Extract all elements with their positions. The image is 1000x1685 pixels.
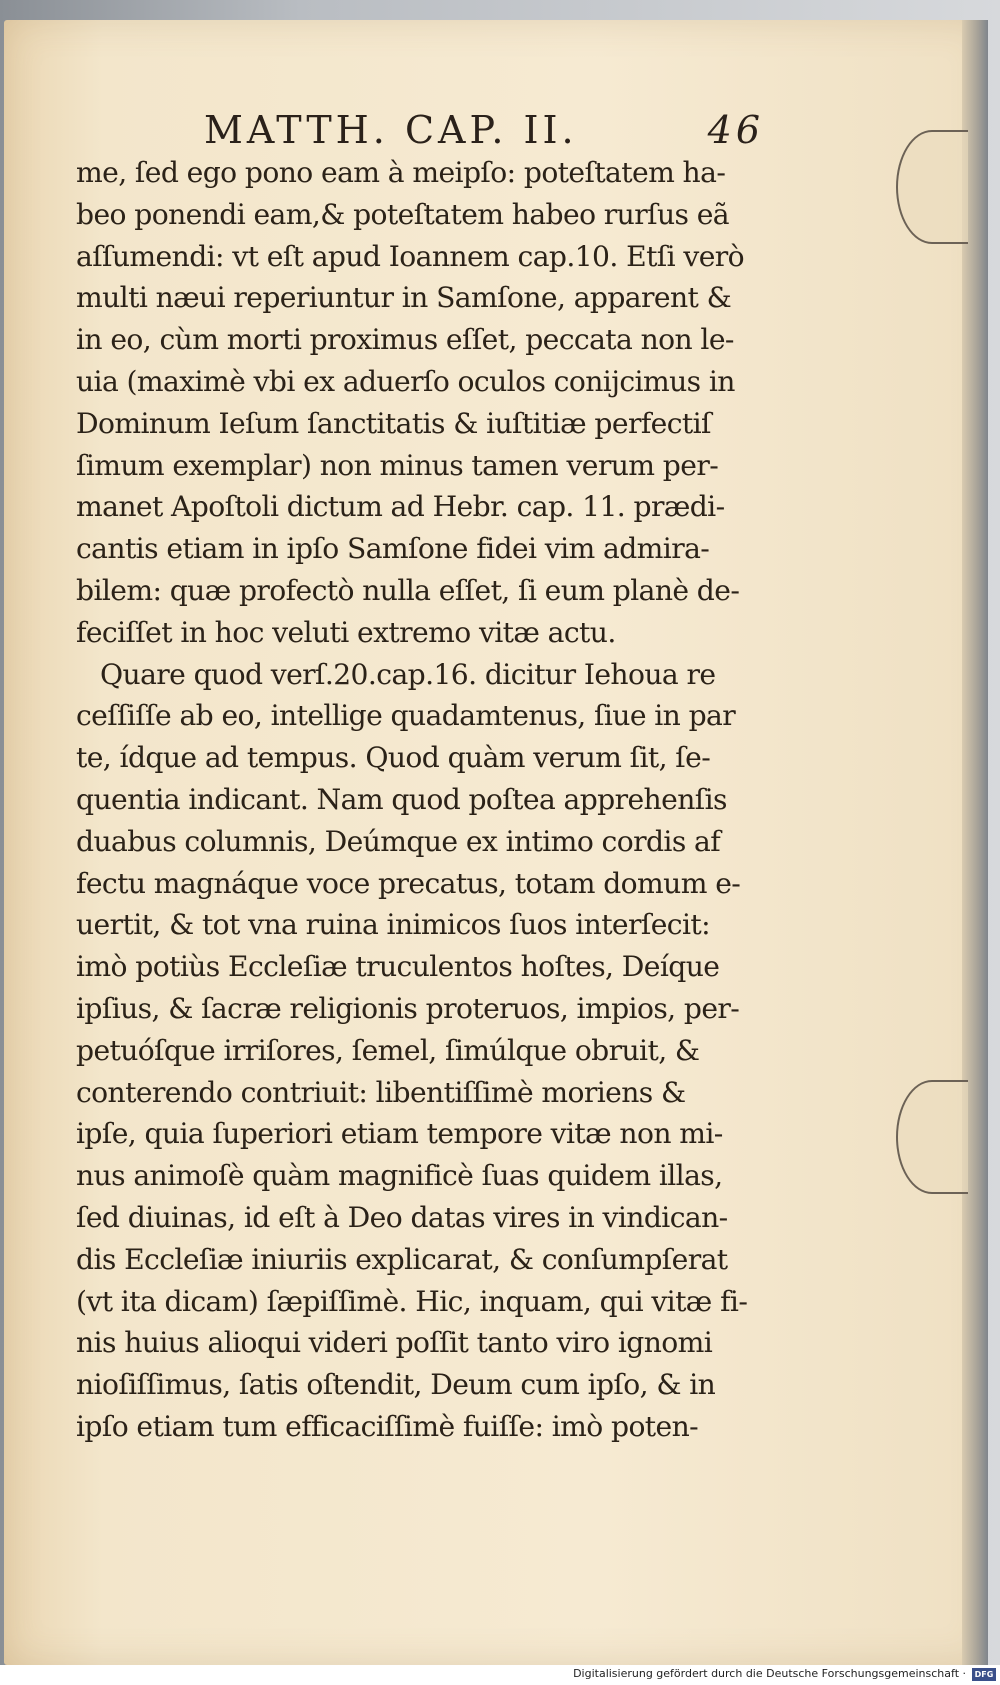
text-line: imò potiùs Eccleſiæ truculentos hoſtes, Deíque [76,950,720,984]
text-line: me, ſed ego pono eam à meipſo: poteſtatem ha- [76,156,726,189]
text-line: aſſumendi: vt eſt apud Ioannem cap.10. Etſi verò [76,239,745,273]
dfg-logo: DFG [972,1668,996,1681]
text-line: conterendo contriuit: libentiſſimè moriens & [76,1075,686,1109]
funding-credit: Digitalisierung gefördert durch die Deutsche Forschungsgemeinschaft · [573,1667,966,1680]
page-edge [962,20,988,1665]
running-title: MATTH. CAP. II. [204,108,578,152]
text-line: beo ponendi eam,& poteſtatem habeo rurſus eã [76,197,730,231]
page-header [204,102,764,154]
text-line: bilem: quæ profectò nulla eſſet, ſi eum planè de- [76,573,740,607]
text-line: ipſius, & ſacræ religionis proteruos, impios, per- [76,991,740,1025]
text-line: ipſo etiam tum efficaciſſimè fuiſſe: imò poten- [76,1409,699,1443]
text-line: fectu magnáque voce precatus, totam domum e- [76,866,741,900]
text-line: dis Eccleſiæ iniuriis explicarat, & conſumpſerat [76,1242,728,1276]
text-line: ſimum exemplar) non minus tamen verum per- [76,448,719,482]
text-line: te, ídque ad tempus. Quod quàm verum ſit, ſe- [76,741,711,775]
text-line: (vt ita dicam) ſæpiſſimè. Hic, inquam, qui vitæ fi- [76,1284,748,1318]
page-number: 46 [707,108,764,152]
text-line: uia (maximè vbi ex aduerſo oculos conijcimus in [76,364,735,398]
text-line: petuóſque irriſores, ſemel, ſimúlque obruit, & [76,1033,700,1067]
text-line: uertit, & tot vna ruina inimicos ſuos interſecit: [76,908,711,942]
text-line: quentia indicant. Nam quod poſtea apprehenſis [76,782,727,816]
page-tab-upper [896,130,968,244]
text-line: nus animoſè quàm magnificè ſuas quidem illas, [76,1159,723,1193]
text-line: ceſſiſſe ab eo, intellige quadamtenus, ſiue in par [76,699,736,733]
text-line: Quare quod verſ.20.cap.16. dicitur Iehoua re [100,657,716,691]
text-line: Dominum Ieſum ſanctitatis & iuſtitiæ perfectiſ [76,406,711,440]
text-line: nis huius alioqui videri poſſit tanto viro ignomi [76,1326,713,1360]
text-line: feciſſet in hoc veluti extremo vitæ actu. [76,615,616,649]
text-line: in eo, cùm morti proximus eſſet, peccata non le- [76,323,734,357]
text-line: ipſe, quia ſuperiori etiam tempore vitæ non mi- [76,1117,723,1151]
page-tab-lower [896,1080,968,1194]
text-line: manet Apoſtoli dictum ad Hebr. cap. 11. prædi- [76,490,725,524]
text-line: cantis etiam in ipſo Samſone fidei vim admira- [76,532,710,566]
text-line: nioſiſſimus, ſatis oſtendit, Deum cum ipſo, & in [76,1368,716,1402]
digitization-footer [0,1665,1000,1685]
text-line: ſed diuinas, id eſt à Deo datas vires in vindican- [76,1200,728,1234]
body-text [76,152,776,1448]
text-line: multi næui reperiuntur in Samſone, apparent & [76,281,732,315]
text-line: duabus columnis, Deúmque ex intimo cordis af [76,824,721,858]
book-page [4,20,988,1665]
